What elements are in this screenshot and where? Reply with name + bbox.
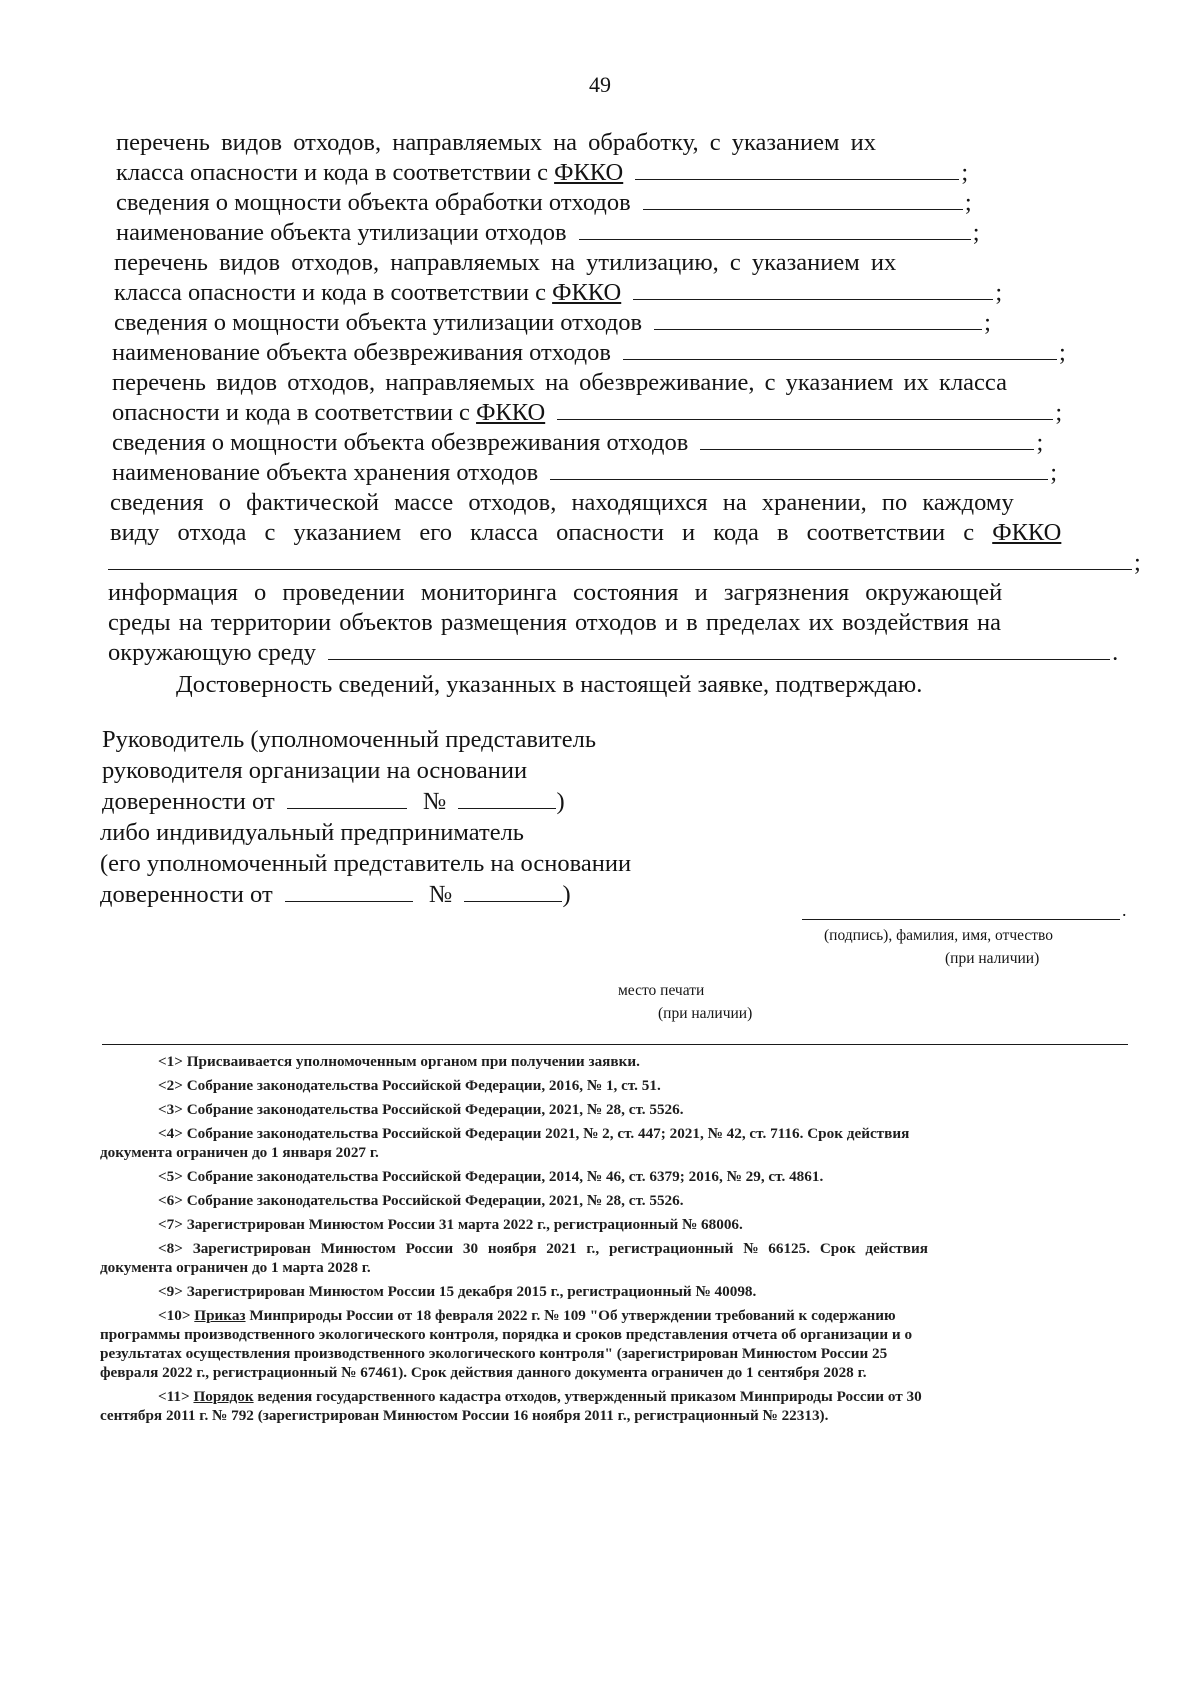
footnote-2: <2> Собрание законодательства Российской Федерации, 2016, № 1, ст. 51. (158, 1077, 661, 1094)
signature-line-3 (102, 787, 565, 817)
text-line-13 (110, 488, 1142, 518)
text-line-12 (112, 458, 1057, 488)
blank-field[interactable] (633, 279, 993, 300)
number-sign: № (428, 881, 453, 908)
line-text: класса опасности и кода в соответствии с (116, 159, 548, 186)
fkko-link[interactable]: ФККО (476, 399, 546, 426)
footnote-text: ведения государственного кадастра отходов, утвержденный приказом Минприроды России от 30 (257, 1388, 922, 1405)
footnote-text: Минприроды России от 18 февраля 2022 г. № 109 "Об утверждении требований к содержанию (249, 1307, 896, 1324)
footnote-11 (158, 1387, 922, 1406)
blank-field[interactable] (328, 639, 1110, 660)
blank-field[interactable] (643, 189, 963, 210)
footnote-text: <8> Зарегистрирован Минюстом России 30 ноября 2021 г., регистрационный № 66125. Срок действия (158, 1240, 928, 1257)
line-text: наименование объекта обезвреживания отходов (112, 339, 611, 366)
text-line-18 (108, 638, 1118, 668)
stamp-caption-note: (при наличии) (658, 1005, 753, 1022)
text-line-16 (108, 578, 1142, 608)
number-sign: № (422, 788, 447, 815)
procedure-link[interactable]: Порядок (193, 1388, 254, 1405)
line-text: сведения о мощности объекта утилизации отходов (114, 309, 643, 336)
signature-line-4: либо индивидуальный предприниматель (100, 819, 524, 846)
line-text: класса опасности и кода в соответствии с (114, 279, 546, 306)
paren: ) (556, 788, 565, 815)
footnote-9: <9> Зарегистрирован Минюстом России 15 декабря 2015 г., регистрационный № 40098. (158, 1283, 757, 1300)
number-field[interactable] (458, 788, 556, 809)
line-text: наименование объекта хранения отходов (112, 459, 539, 486)
footnote-10-line-4: февраля 2022 г., регистрационный № 67461). Срок действия данного документа ограничен до 1 сентября 2028 г. (100, 1364, 867, 1381)
line-text: виду отхода с указанием его класса опасности и кода в соответствии с (110, 519, 975, 546)
semicolon: ; (1055, 399, 1063, 426)
number-field[interactable] (464, 881, 562, 902)
footnote-8-cont: документа ограничен до 1 марта 2028 г. (100, 1259, 371, 1276)
semicolon: ; (984, 309, 991, 336)
page-number: 49 (589, 72, 611, 97)
text-line-11 (112, 428, 1043, 458)
footnote-divider (102, 1044, 1128, 1045)
line-text: наименование объекта утилизации отходов (116, 219, 567, 246)
blank-field[interactable] (700, 429, 1034, 450)
text-line-15 (108, 548, 1141, 578)
period: . (1112, 639, 1119, 666)
text-line-9 (112, 368, 1142, 398)
footnote-tag: <11> (158, 1388, 190, 1405)
signature-caption-note: (при наличии) (945, 950, 1040, 967)
text-line-10 (112, 398, 1062, 428)
line-text: сведения о фактической массе отходов, находящихся на хранении, по каждому (110, 489, 1014, 516)
semicolon: ; (995, 279, 1003, 306)
text-line-6 (114, 278, 1002, 308)
line-text: окружающую среду (108, 639, 317, 666)
signature-line-2: руководителя организации на основании (102, 757, 528, 784)
footnote-3: <3> Собрание законодательства Российской Федерации, 2021, № 28, ст. 5526. (158, 1101, 684, 1118)
text-line-17: среды на территории объектов размещения отходов и в пределах их воздействия на (108, 609, 1002, 636)
footnote-text: <4> Собрание законодательства Российской Федерации 2021, № 2, ст. 447; 2021, № 42, ст. 7116. Срок действия (158, 1125, 910, 1142)
footnote-4-cont: документа ограничен до 1 января 2027 г. (100, 1144, 379, 1161)
footnote-5: <5> Собрание законодательства Российской Федерации, 2014, № 46, ст. 6379; 2016, № 29, ст. 4861. (158, 1168, 824, 1185)
text-line-3 (116, 188, 972, 218)
semicolon: ; (1059, 339, 1066, 366)
date-field[interactable] (287, 788, 407, 809)
text-line-14 (110, 518, 1061, 548)
text-line-2 (116, 158, 968, 188)
blank-field[interactable] (550, 459, 1048, 480)
blank-field[interactable] (654, 309, 982, 330)
footnote-7: <7> Зарегистрирован Минюстом России 31 марта 2022 г., регистрационный № 68006. (158, 1216, 743, 1233)
confirmation-text: Достоверность сведений, указанных в настоящей заявке, подтверждаю. (176, 671, 923, 698)
line-text: доверенности от (100, 881, 273, 908)
blank-field[interactable] (108, 549, 1132, 570)
footnote-10 (158, 1306, 896, 1325)
line-text: сведения о мощности объекта обработки отходов (116, 189, 631, 216)
signature-line-1: Руководитель (уполномоченный представитель (102, 726, 597, 753)
text-line-1: перечень видов отходов, направляемых на обработку, с указанием их (116, 129, 877, 156)
footnote-1: <1> Присваивается уполномоченным органом при получении заявки. (158, 1053, 640, 1070)
signature-caption: (подпись), фамилия, имя, отчество (824, 927, 1054, 944)
semicolon: ; (1036, 429, 1044, 456)
text-line-8 (112, 338, 1066, 368)
footnote-tag: <10> (158, 1307, 191, 1324)
blank-field[interactable] (635, 159, 959, 180)
signature-line-6 (100, 880, 571, 910)
footnote-11-cont: сентября 2011 г. № 792 (зарегистрирован Минюстом России 16 ноября 2011 г., регистрационный № 22313). (100, 1407, 829, 1424)
signature-field[interactable] (802, 919, 1120, 920)
order-link[interactable]: Приказ (194, 1307, 246, 1324)
semicolon: ; (964, 189, 972, 216)
line-text: доверенности от (102, 788, 275, 815)
blank-field[interactable] (579, 219, 971, 240)
text-line-7 (114, 308, 991, 338)
footnote-8 (158, 1239, 1138, 1258)
paren: ) (562, 881, 571, 908)
period: . (1122, 900, 1127, 920)
line-text: опасности и кода в соответствии с (112, 399, 470, 426)
semicolon: ; (972, 219, 980, 246)
fkko-link[interactable]: ФККО (992, 519, 1062, 546)
date-field[interactable] (285, 881, 413, 902)
semicolon: ; (1050, 459, 1058, 486)
line-text: перечень видов отходов, направляемых на обезвреживание, с указанием их класса (112, 369, 1007, 396)
footnote-6: <6> Собрание законодательства Российской Федерации, 2021, № 28, ст. 5526. (158, 1192, 684, 1209)
footnote-10-line-2: программы производственного экологического контроля, порядка и сроков представления отчета об организации и о (100, 1326, 913, 1343)
text-line-5: перечень видов отходов, направляемых на утилизацию, с указанием их (114, 249, 897, 276)
blank-field[interactable] (557, 399, 1053, 420)
signature-line-5: (его уполномоченный представитель на основании (100, 850, 632, 877)
line-text: информация о проведении мониторинга состояния и загрязнения окружающей (108, 579, 1003, 606)
footnote-10-line-3: результатах осуществления производственного экологического контроля" (зарегистрирован Минюстом России 25 (100, 1345, 888, 1362)
fkko-link[interactable]: ФККО (552, 279, 622, 306)
blank-field[interactable] (623, 339, 1057, 360)
footnote-4 (158, 1124, 1138, 1143)
line-text: сведения о мощности объекта обезвреживания отходов (112, 429, 689, 456)
stamp-caption: место печати (618, 982, 705, 999)
semicolon: ; (1134, 549, 1141, 576)
text-line-4 (116, 218, 980, 248)
semicolon: ; (961, 159, 969, 186)
fkko-link[interactable]: ФККО (554, 159, 624, 186)
